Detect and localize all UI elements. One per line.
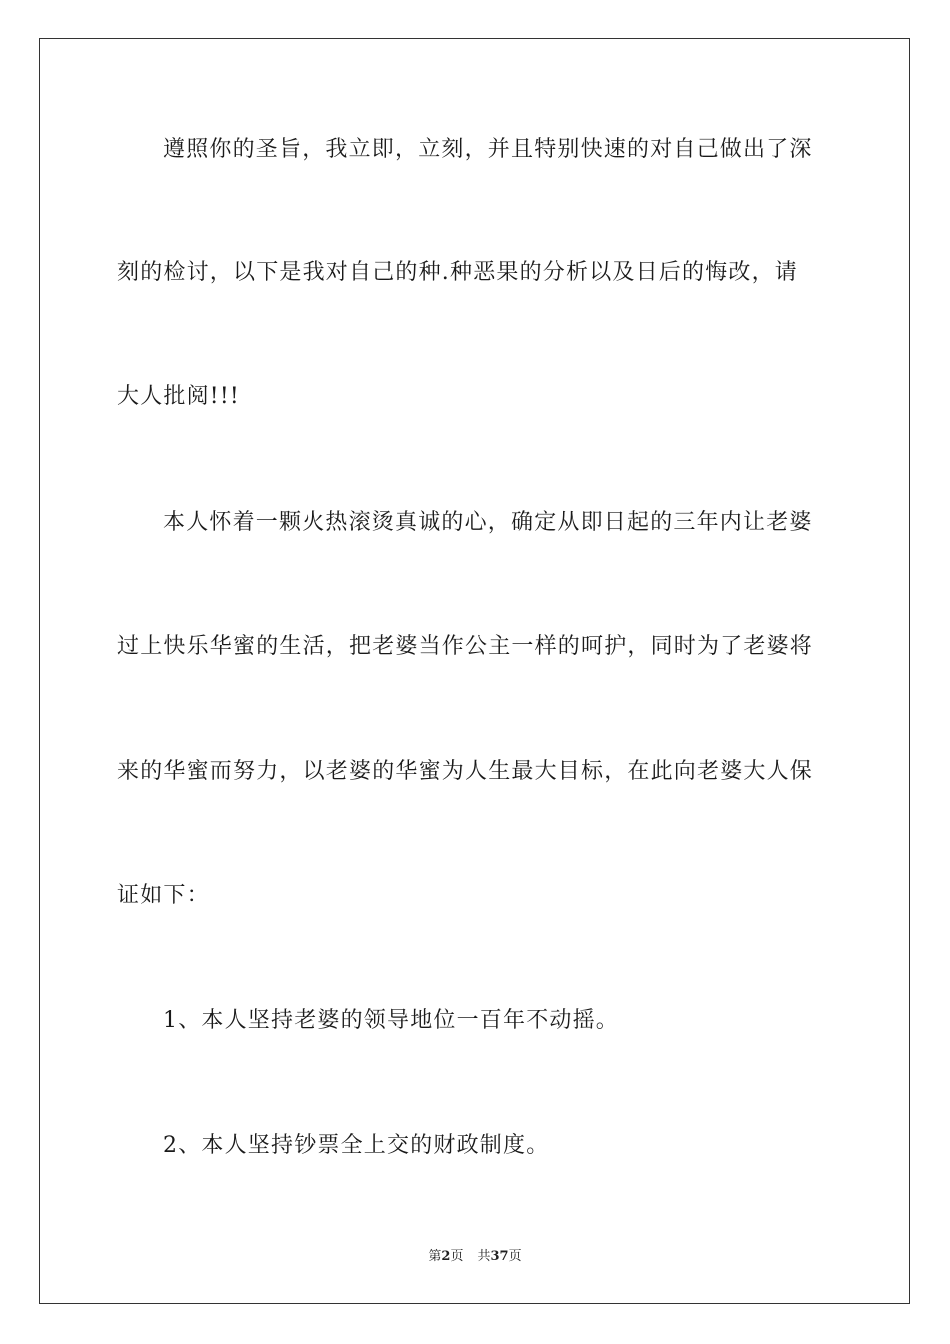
footer-page-number: 2 — [441, 1249, 451, 1264]
paragraph-2-line-4: 证如下： — [117, 883, 210, 908]
list-item-2: 2、本人坚持钞票全上交的财政制度。 — [163, 1133, 550, 1158]
paragraph-1-line-1: 遵照你的圣旨，我立即，立刻，并且特别快速的对自己做出了深 — [163, 137, 813, 162]
page-border — [39, 38, 910, 1304]
paragraph-2-line-1: 本人怀着一颗火热滚烫真诚的心，确定从即日起的三年内让老婆 — [163, 510, 813, 535]
paragraph-2-line-3: 来的华蜜而努力，以老婆的华蜜为人生最大目标，在此向老婆大人保 — [117, 759, 814, 784]
list-item-1: 1、本人坚持老婆的领导地位一百年不动摇。 — [163, 1008, 619, 1033]
footer-total-pages: 37 — [490, 1249, 509, 1264]
footer-page-suffix: 页 — [450, 1249, 464, 1264]
footer-page-prefix: 第 — [428, 1249, 442, 1264]
footer-total-prefix: 共 — [477, 1249, 491, 1264]
page-footer — [0, 1248, 950, 1266]
footer-total-suffix: 页 — [508, 1249, 522, 1264]
paragraph-1-line-2: 刻的检讨，以下是我对自己的种.种恶果的分析以及日后的悔改，请 — [117, 260, 798, 285]
paragraph-1-line-3: 大人批阅!!! — [117, 384, 240, 409]
paragraph-2-line-2: 过上快乐华蜜的生活，把老婆当作公主一样的呵护，同时为了老婆将 — [117, 634, 814, 659]
